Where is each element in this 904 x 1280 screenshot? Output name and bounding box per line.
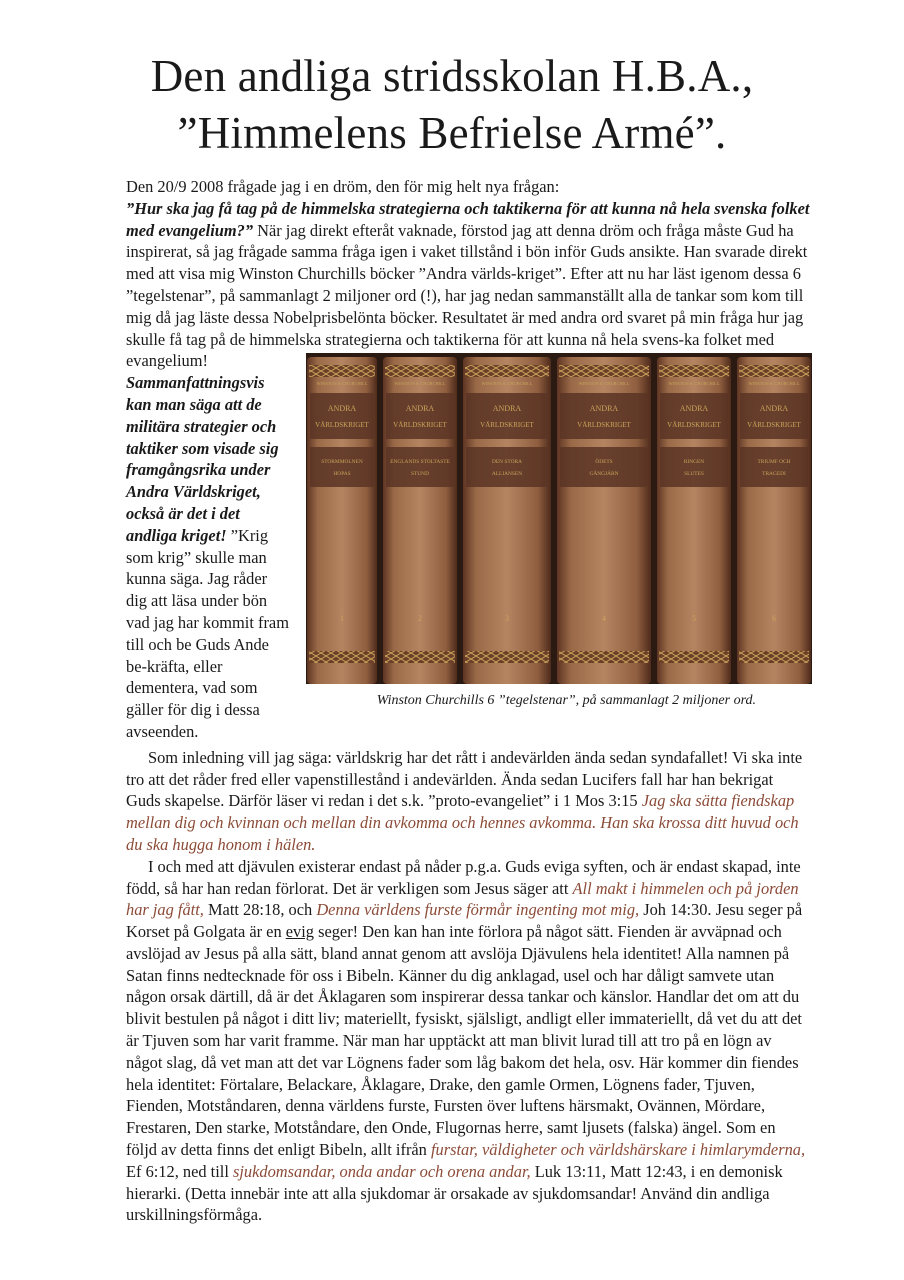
book-author: WINSTON S. CHURCHILL: [748, 381, 800, 387]
book-spine: [307, 357, 377, 684]
books-figure: [306, 353, 812, 710]
book-series-2: VÄRLDSKRIGET: [480, 421, 534, 430]
book-series-2: VÄRLDSKRIGET: [315, 421, 369, 430]
book-subtitle-1: ÖDETS: [595, 459, 613, 466]
book-author: WINSTON S. CHURCHILL: [578, 381, 630, 387]
book-number: 4: [602, 614, 606, 624]
book-number: 2: [418, 614, 422, 624]
para3-text-4: seger! Den kan han inte förlora på något sätt. Fienden är avväpnad och avslöjad av Jesus på alla sätt, bland annat genom att avslöja Djävulens hela identitet! Alla namnen på Satan finns nedtecknade för oss i Bibeln. Känner du dig anklagad, usel och har dåligt samvete utan någon orsak därtill, då är det Åklagaren som inspirerar dessa tankar och känslor. Handlar det om att du blivit bestulen på något i ditt liv; materiellt, fysiskt, själsligt, andligt eller immateriellt, då vet du att det är Tjuven som har varit framme. När man har upptäckt att man blivit lurad till att tro på en lögn av något slag, då vet man att det var Lögnens fader som låg bakom det hela, osv. Här kommer din fiendes hela identitet: Förtalare, Belackare, Åklagare, Drake, den gamle Ormen, Lögnens fader, Tjuven, Fienden, Motståndaren, denna världens furste, Fursten över luftens härsmakt, Ovännen, Mördare, Frestaren, Den starke, Motståndare, den Onde, Flugornas herre, samt ljusets (falska) ängel. Som en följd av detta finns det enligt Bibeln, allt ifrån: [126, 922, 802, 1160]
para3-text-5: Ef 6:12, ned till: [126, 1161, 233, 1181]
book-spine: [557, 357, 651, 684]
luke-quote: sjukdomsandar, onda andar och orena andar,: [232, 1161, 531, 1181]
book-series-2: VÄRLDSKRIGET: [747, 421, 801, 430]
book-spine: [737, 357, 811, 684]
para3-text-6: Luk 13:11, Matt 12:43, i en demonisk hierarki. (Detta innebär inte att alla sjukdomar är orsakade av sjukdomsandar! Använd din andliga urskillningsförmåga.: [126, 1161, 783, 1225]
book-subtitle-1: DEN STORA: [491, 459, 523, 466]
title-line-1: Den andliga stridsskolan H.B.A.,: [150, 51, 754, 101]
book-series-1: ANDRA: [327, 404, 357, 414]
book-spine: [383, 357, 457, 684]
genesis-quote: Jag ska sätta fiendskap mellan dig och kvinnan och mellan din avkomma och hennes avkomma. Han ska krossa ditt huvud och du ska hugga honom i hälen.: [126, 791, 799, 854]
book-subtitle-2: SLUTES: [684, 471, 704, 478]
book-series-1: ANDRA: [679, 404, 709, 414]
book-subtitle-1: RINGEN: [683, 459, 705, 466]
intro-sentence: Den 20/9 2008 frågade jag i en dröm, den för mig helt nya frågan:: [126, 177, 560, 196]
summary-statement: Sammanfattningsvis kan man säga att de militära strategier och taktiker som visade sig framgångsrika under Andra Världskriget, också är det i det andliga kriget!: [126, 373, 279, 545]
dream-question: ”Hur ska jag få tag på de himmelska strategierna och taktikerna för att kunna nå hela svenska folket med evangelium?”: [126, 198, 810, 240]
paragraph-identity: [126, 856, 810, 1227]
john-quote: Denna världens furste förmår ingenting mot mig,: [316, 900, 640, 920]
book-series-2: VÄRLDSKRIGET: [393, 421, 447, 430]
book-series-1: ANDRA: [405, 404, 435, 414]
book-number: 6: [772, 614, 776, 624]
book-subtitle-2: GÅNGJÄRN: [589, 471, 619, 478]
para3-text-1: I och med att djävulen existerar endast på nåder p.g.a. Guds eviga syften, och är endast skapad, inte född, så har han redan förlorat. Det är verkligen som Jesus säger att: [126, 856, 801, 898]
book-number: 5: [692, 614, 696, 624]
para3-text-3: Joh 14:30. Jesu seger på Korset på Golgata är en: [126, 900, 803, 942]
intro-text-2: ”Krig som krig” skulle man kunna säga. Jag råder dig att läsa under bön vad jag har kommit fram till och be Guds Ande be-kräfta, eller dementera, vad som gäller för dig i dessa avseenden.: [126, 525, 289, 741]
book-author: WINSTON S. CHURCHILL: [316, 381, 368, 387]
book-subtitle-2: ALLIANSEN: [491, 471, 523, 478]
book-number: 1: [340, 614, 344, 624]
book-series-2: VÄRLDSKRIGET: [667, 421, 721, 430]
book-subtitle-2: HOPAS: [333, 471, 351, 478]
book-subtitle-1: TRIUMF OCH: [757, 459, 791, 466]
para3-text-2: Matt 28:18, och: [203, 900, 317, 920]
page-title: [0, 48, 904, 162]
intro-text-1: När jag direkt efteråt vaknade, förstod jag att denna dröm och fråga måste Gud ha inspirerat, så jag frågade samma fråga igen i vaket tillstånd i bön inför Guds ansikte. Han svarade direkt med att visa mig Winston Churchills böcker ”Andra världs-kriget”. Efter att nu har läst igenom dessa 6 ”tegelstenar”, på sammanlagt 2 miljoner ord (!), har jag nedan sammanställt alla de tankar som kom till mig då jag läste dessa Nobelprisbelönta böcker. Resultatet är med andra ord svaret på min fråga hur jag skulle få tag på de himmelska strategierna och taktikerna för att kunna nå hela svens-ka folket med evangelium!: [126, 220, 808, 371]
book-number: 3: [505, 614, 509, 624]
book-series-2: VÄRLDSKRIGET: [577, 421, 631, 430]
figure-caption: Winston Churchills 6 ”tegelstenar”, på sammanlagt 2 miljoner ord.: [376, 693, 756, 709]
book-subtitle-1: STORMMOLNEN: [321, 459, 363, 466]
ephesians-quote: furstar, väldigheter och världshärskare i himlarymderna,: [430, 1140, 806, 1160]
para2-text: Som inledning vill jag säga: världskrig har det rått i andevärlden ända sedan syndafallet! Vi ska inte tro att det råder fred eller vapenstillestånd i andevärlden. Ända sedan Lucifers fall har han bekrigat Guds skapelse. Därför läser vi redan i det s.k. ”proto-evangeliet” i 1 Mos 3:15: [126, 747, 803, 811]
intro-paragraph: [126, 176, 810, 743]
book-spine: [657, 357, 731, 684]
book-author: WINSTON S. CHURCHILL: [481, 381, 533, 387]
book-subtitle-2: STUND: [411, 471, 429, 478]
book-series-1: ANDRA: [589, 404, 619, 414]
paragraph-introduction: [126, 747, 810, 856]
book-series-1: ANDRA: [492, 404, 522, 414]
body-text: [126, 176, 810, 1226]
underlined-word: evig: [285, 922, 314, 942]
book-subtitle-2: TRAGEDI: [762, 471, 786, 478]
book-spine: [463, 357, 551, 684]
title-line-2: ”Himmelens Befrielse Armé”.: [177, 108, 727, 158]
book-subtitle-1: ENGLANDS STOLTASTE: [390, 459, 450, 466]
matthew-quote: All makt i himmelen och på jorden har jag fått,: [126, 878, 799, 920]
book-author: WINSTON S. CHURCHILL: [394, 381, 446, 387]
book-author: WINSTON S. CHURCHILL: [668, 381, 720, 387]
book-series-1: ANDRA: [759, 404, 789, 414]
churchill-books-photo: [306, 353, 812, 684]
